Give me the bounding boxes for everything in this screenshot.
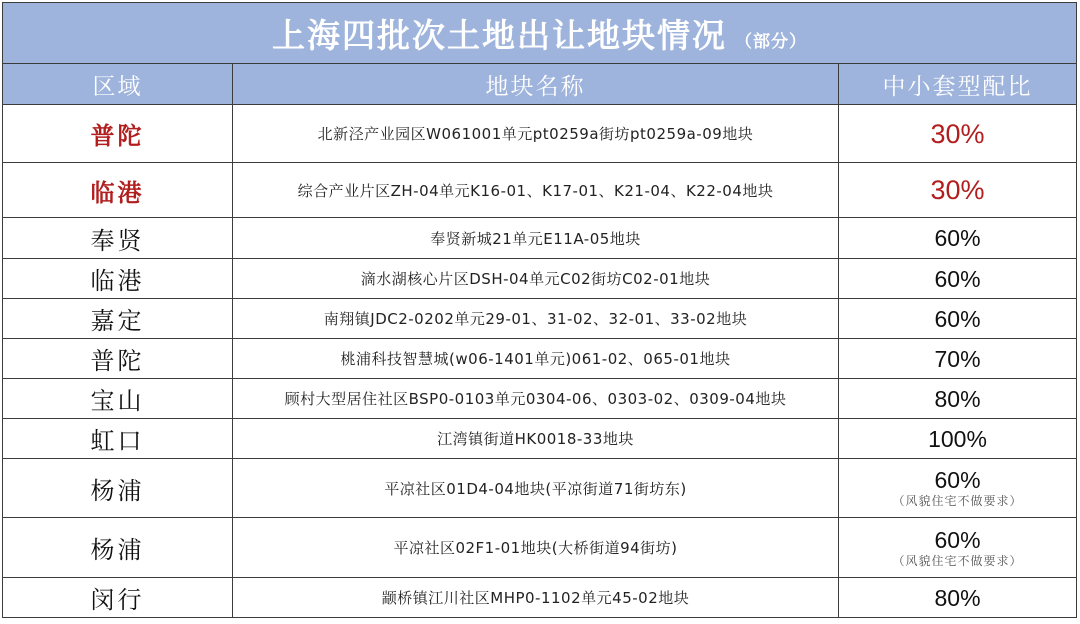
- table-row: [3, 105, 1077, 163]
- ratio-cell: [839, 379, 1077, 419]
- plot-name-cell: 滴水湖核心片区DSH-04单元C02街坊C02-01地块: [233, 259, 839, 299]
- ratio-cell: [839, 578, 1077, 618]
- region-cell: 宝山: [3, 379, 233, 419]
- table-row: [3, 339, 1077, 379]
- title-text: 上海四批次土地出让地块情况: [272, 15, 728, 55]
- plot-name-cell: 奉贤新城21单元E11A-05地块: [233, 218, 839, 259]
- ratio-value: 60%: [934, 305, 981, 332]
- table-row: [3, 459, 1077, 518]
- plot-name-cell: 桃浦科技智慧城(w06-1401单元)061-02、065-01地块: [233, 339, 839, 379]
- table-row: [3, 419, 1077, 459]
- ratio-cell: [839, 218, 1077, 259]
- region-cell: 奉贤: [3, 218, 233, 259]
- ratio-cell: [839, 518, 1077, 578]
- ratio-value: 60%: [934, 526, 981, 553]
- ratio-cell: [839, 459, 1077, 518]
- ratio-value: 30%: [930, 175, 985, 205]
- region-cell: 普陀: [3, 339, 233, 379]
- plot-name-cell: 顾村大型居住社区BSP0-0103单元0304-06、0303-02、0309-04地块: [233, 379, 839, 419]
- table-row: [3, 259, 1077, 299]
- plot-name-cell: 江湾镇街道HK0018-33地块: [233, 419, 839, 459]
- table-row: [3, 299, 1077, 339]
- region-cell: 杨浦: [3, 518, 233, 578]
- ratio-value: 80%: [934, 584, 981, 611]
- table-row: [3, 218, 1077, 259]
- title-subtitle: （部分）: [735, 31, 808, 52]
- ratio-value: 60%: [934, 265, 981, 292]
- plot-name-cell: 南翔镇JDC2-0202单元29-01、31-02、32-01、33-02地块: [233, 299, 839, 339]
- title-row: [3, 3, 1077, 64]
- region-cell: 临港: [3, 163, 233, 218]
- table-row: [3, 518, 1077, 578]
- ratio-value: 80%: [934, 385, 981, 412]
- ratio-cell: [839, 419, 1077, 459]
- ratio-value: 100%: [928, 425, 987, 452]
- ratio-note: （风貌住宅不做要求）: [892, 553, 1023, 568]
- ratio-cell: [839, 163, 1077, 218]
- table-row: [3, 578, 1077, 618]
- region-cell: 普陀: [3, 105, 233, 163]
- ratio-value: 60%: [934, 225, 981, 251]
- table-row: [3, 379, 1077, 419]
- plot-name-cell: 北新泾产业园区W061001单元pt0259a街坊pt0259a-09地块: [233, 105, 839, 163]
- ratio-value: 70%: [934, 345, 981, 372]
- column-header-region: 区域: [3, 64, 233, 105]
- region-cell: 嘉定: [3, 299, 233, 339]
- table-row: [3, 163, 1077, 218]
- column-header-plot: 地块名称: [233, 64, 839, 105]
- region-cell: 临港: [3, 259, 233, 299]
- region-cell: 虹口: [3, 419, 233, 459]
- column-header-ratio: 中小套型配比: [839, 64, 1077, 105]
- region-cell: 闵行: [3, 578, 233, 618]
- ratio-cell: [839, 299, 1077, 339]
- ratio-value: 60%: [934, 467, 981, 493]
- ratio-cell: [839, 259, 1077, 299]
- header-row: [3, 64, 1077, 105]
- ratio-cell: [839, 105, 1077, 163]
- plot-name-cell: 综合产业片区ZH-04单元K16-01、K17-01、K21-04、K22-04地块: [233, 163, 839, 218]
- land-plots-table: [2, 2, 1077, 618]
- ratio-value: 30%: [930, 118, 985, 149]
- table-body: [3, 105, 1077, 618]
- plot-name-cell: 平凉社区02F1-01地块(大桥街道94街坊): [233, 518, 839, 578]
- plot-name-cell: 平凉社区01D4-04地块(平凉街道71街坊东): [233, 459, 839, 518]
- region-cell: 杨浦: [3, 459, 233, 518]
- ratio-cell: [839, 339, 1077, 379]
- ratio-note: （风貌住宅不做要求）: [892, 494, 1023, 508]
- table-title: [3, 3, 1077, 64]
- plot-name-cell: 颛桥镇江川社区MHP0-1102单元45-02地块: [233, 578, 839, 618]
